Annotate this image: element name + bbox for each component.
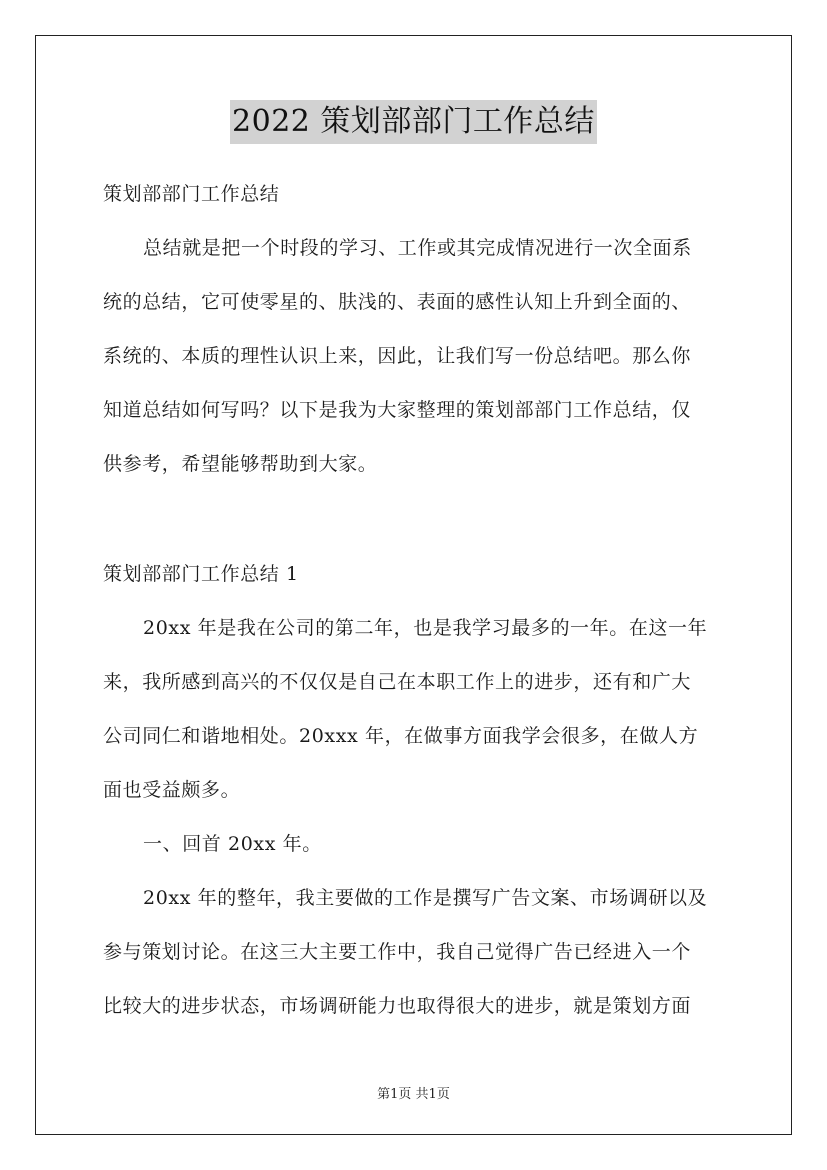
- paragraph-line: 20xx 年的整年，我主要做的工作是撰写广告文案、市场调研以及: [143, 887, 708, 909]
- page-footer: 第1页 共1页: [377, 1087, 450, 1102]
- section-heading: 策划部部门工作总结: [103, 183, 280, 205]
- paragraph-line: 比较大的进步状态，市场调研能力也取得很大的进步，就是策划方面: [103, 995, 692, 1017]
- paragraph-line: 公司同仁和谐地相处。20xxx 年，在做事方面我学会很多，在做人方: [103, 725, 699, 747]
- paragraph-line: 总结就是把一个时段的学习、工作或其完成情况进行一次全面系: [143, 237, 692, 259]
- paragraph-line: 来，我所感到高兴的不仅仅是自己在本职工作上的进步，还有和广大: [103, 671, 692, 693]
- paragraph-line: 供参考，希望能够帮助到大家。: [103, 453, 378, 475]
- paragraph-line: 20xx 年是我在公司的第二年，也是我学习最多的一年。在这一年: [143, 617, 708, 639]
- paragraph-line: 面也受益颇多。: [103, 779, 241, 801]
- subsection-heading: 一、回首 20xx 年。: [143, 833, 322, 855]
- paragraph-line: 统的总结，它可使零星的、肤浅的、表面的感性认知上升到全面的、: [103, 291, 692, 313]
- title-container: [0, 100, 827, 144]
- paragraph-line: 知道总结如何写吗？以下是我为大家整理的策划部部门工作总结，仅: [103, 399, 692, 421]
- document-title: 2022 策划部部门工作总结: [230, 100, 597, 144]
- paragraph-line: 参与策划讨论。在这三大主要工作中，我自己觉得广告已经进入一个: [103, 941, 692, 963]
- paragraph-line: 系统的、本质的理性认识上来，因此，让我们写一份总结吧。那么你: [103, 345, 692, 367]
- section-heading: 策划部部门工作总结 1: [103, 563, 299, 585]
